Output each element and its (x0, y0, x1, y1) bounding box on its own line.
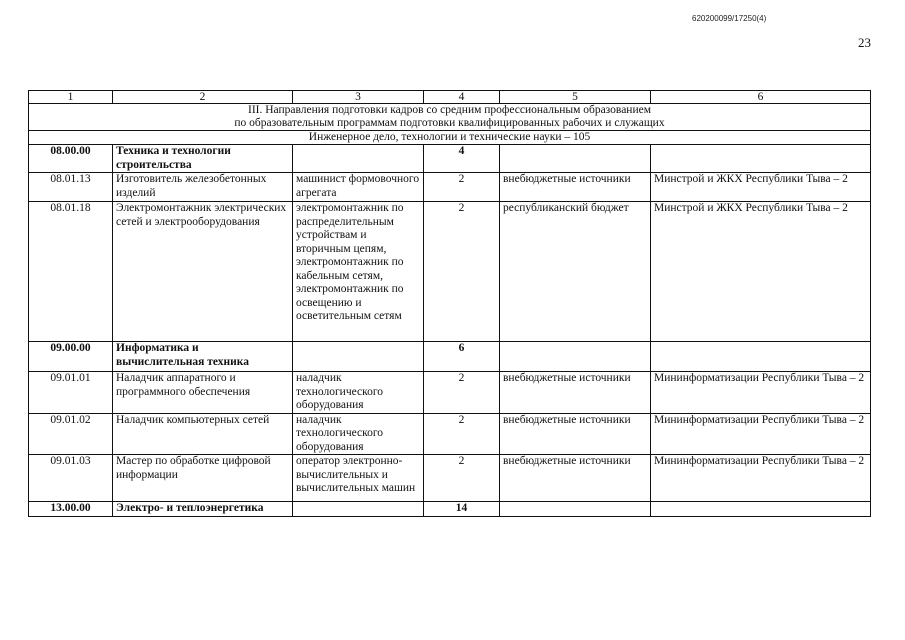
qualification-cell: электромонтажник по распределительным устройствам и вторичным цепям, электромонтажник по кабельным сетям, электромонтажник по освещению и осветительным сетям (293, 202, 424, 342)
specialty-cell: Наладчик компьютерных сетей (113, 413, 293, 455)
count-cell: 6 (424, 342, 500, 372)
specialty-cell: Информатика и вычислительная техника (113, 342, 293, 372)
qualification-cell (293, 502, 424, 517)
count-cell: 2 (424, 455, 500, 502)
specialty-cell: Техника и технологии строительства (113, 145, 293, 173)
section-heading (29, 104, 871, 131)
count-cell: 2 (424, 372, 500, 414)
group-row (29, 502, 871, 517)
funding-source-cell (500, 342, 651, 372)
organization-cell: Мининформатизации Республики Тыва – 2 (651, 455, 871, 502)
qualification-cell: машинист формовочного агрегата (293, 173, 424, 202)
funding-source-cell: внебюджетные источники (500, 413, 651, 455)
area-heading: Инженерное дело, технологии и технические науки – 105 (29, 131, 871, 145)
section-heading-row (29, 104, 871, 131)
code-cell: 09.00.00 (29, 342, 113, 372)
training-plan-table (28, 90, 871, 517)
column-number: 6 (651, 91, 871, 104)
qualification-cell: наладчик технологического оборудования (293, 372, 424, 414)
code-cell: 09.01.03 (29, 455, 113, 502)
table-row (29, 455, 871, 502)
funding-source-cell (500, 145, 651, 173)
table-row (29, 413, 871, 455)
code-cell: 08.01.18 (29, 202, 113, 342)
specialty-cell: Электро- и теплоэнергетика (113, 502, 293, 517)
code-cell: 09.01.01 (29, 372, 113, 414)
specialty-cell: Наладчик аппаратного и программного обеспечения (113, 372, 293, 414)
section-heading-line: III. Направления подготовки кадров со средним профессиональным образованием (248, 104, 651, 116)
document-code: 620200099/17250(4) (692, 14, 767, 23)
column-number: 2 (113, 91, 293, 104)
column-number: 1 (29, 91, 113, 104)
funding-source-cell: внебюджетные источники (500, 372, 651, 414)
table-row (29, 202, 871, 342)
funding-source-cell: республиканский бюджет (500, 202, 651, 342)
organization-cell (651, 145, 871, 173)
table-row (29, 173, 871, 202)
specialty-cell: Электромонтажник электрических сетей и электрооборудования (113, 202, 293, 342)
count-cell: 14 (424, 502, 500, 517)
code-cell: 13.00.00 (29, 502, 113, 517)
column-number: 5 (500, 91, 651, 104)
funding-source-cell (500, 502, 651, 517)
group-row (29, 145, 871, 173)
section-heading-line: по образовательным программам подготовки квалифицированных рабочих и служащих (234, 117, 665, 129)
qualification-cell: наладчик технологического оборудования (293, 413, 424, 455)
qualification-cell (293, 342, 424, 372)
code-cell: 09.01.02 (29, 413, 113, 455)
organization-cell (651, 502, 871, 517)
qualification-cell (293, 145, 424, 173)
code-cell: 08.00.00 (29, 145, 113, 173)
column-number: 4 (424, 91, 500, 104)
organization-cell: Мининформатизации Республики Тыва – 2 (651, 413, 871, 455)
code-cell: 08.01.13 (29, 173, 113, 202)
group-row (29, 342, 871, 372)
count-cell: 2 (424, 173, 500, 202)
count-cell: 2 (424, 413, 500, 455)
area-heading-row (29, 131, 871, 145)
table-row (29, 372, 871, 414)
organization-cell: Минстрой и ЖКХ Республики Тыва – 2 (651, 202, 871, 342)
column-number-row (29, 91, 871, 104)
specialty-cell: Мастер по обработке цифровой информации (113, 455, 293, 502)
column-number: 3 (293, 91, 424, 104)
organization-cell: Мининформатизации Республики Тыва – 2 (651, 372, 871, 414)
specialty-cell: Изготовитель железобетонных изделий (113, 173, 293, 202)
organization-cell (651, 342, 871, 372)
organization-cell: Минстрой и ЖКХ Республики Тыва – 2 (651, 173, 871, 202)
qualification-cell: оператор электронно-вычислительных и вычислительных машин (293, 455, 424, 502)
count-cell: 4 (424, 145, 500, 173)
funding-source-cell: внебюджетные источники (500, 455, 651, 502)
funding-source-cell: внебюджетные источники (500, 173, 651, 202)
count-cell: 2 (424, 202, 500, 342)
page-number: 23 (858, 35, 871, 50)
